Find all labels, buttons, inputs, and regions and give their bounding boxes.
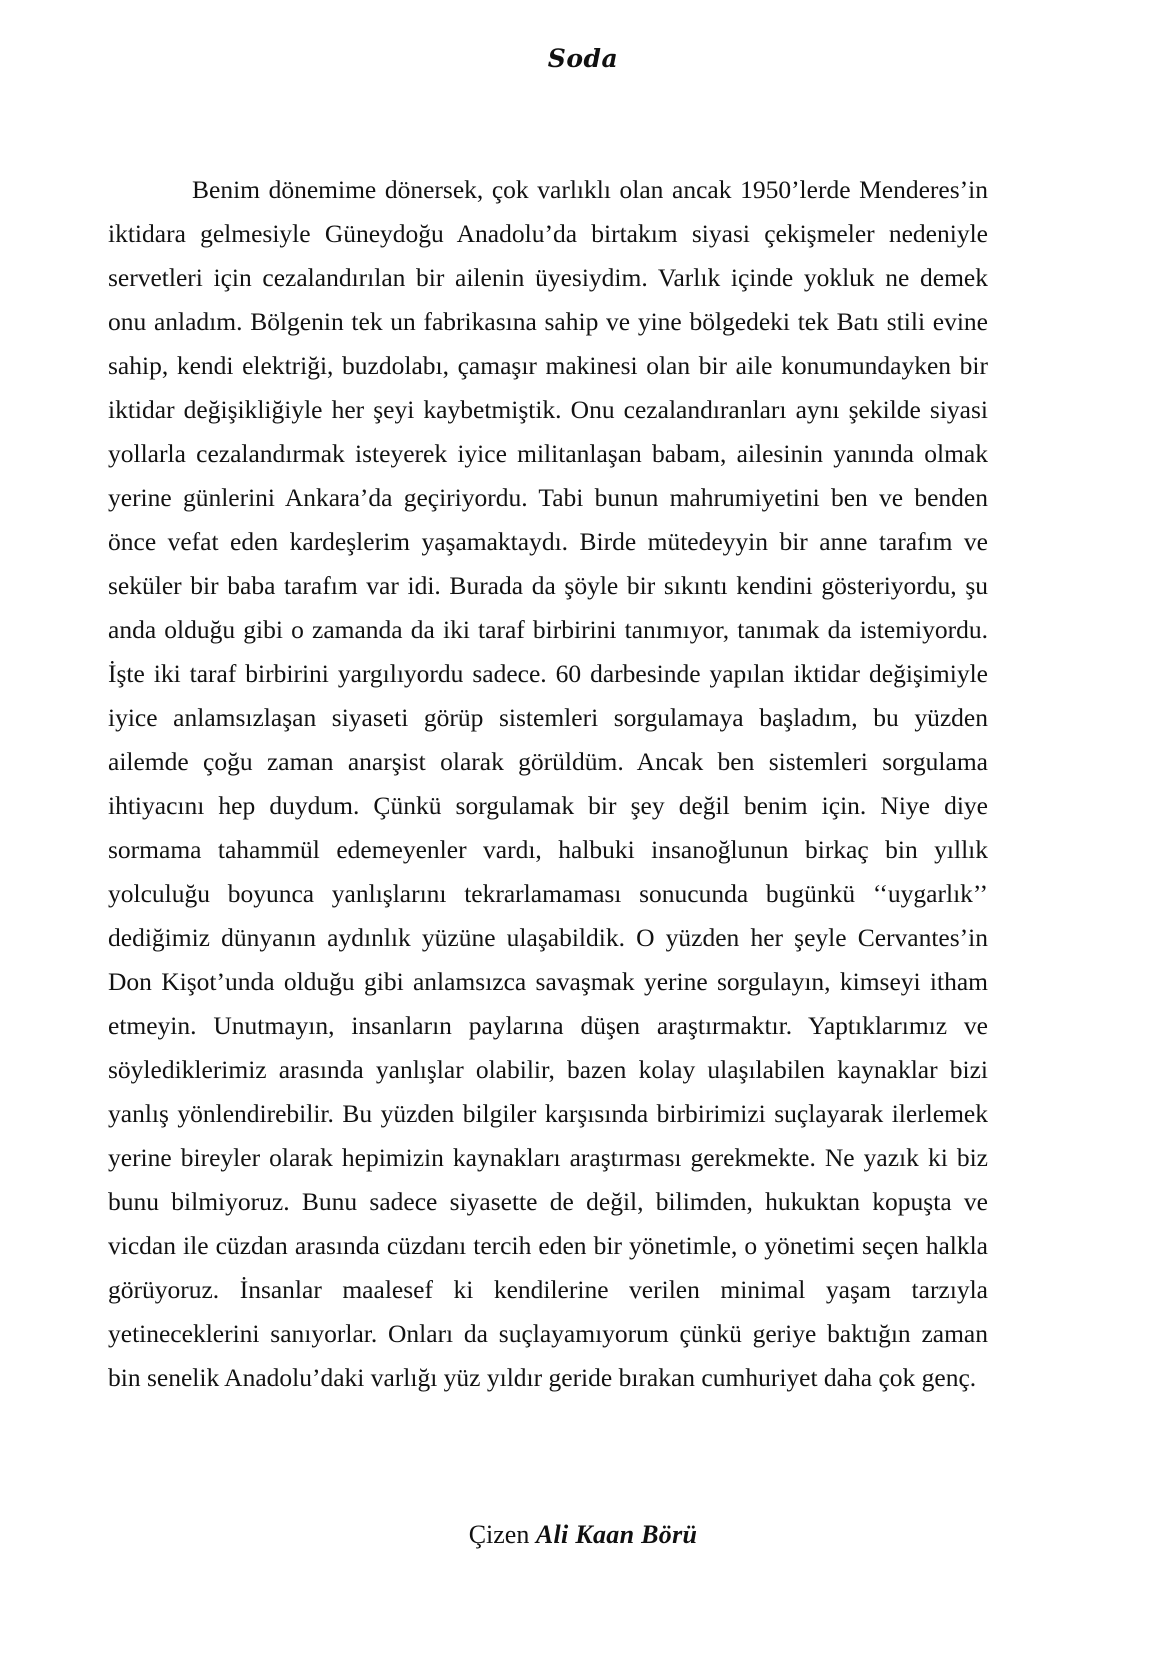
page-footer xyxy=(0,1520,1166,1550)
signer-name: Ali Kaan Börü xyxy=(535,1520,698,1549)
article-body xyxy=(108,168,988,1400)
body-paragraph: Benim dönemime dönersek, çok varlıklı olan ancak 1950’lerde Menderes’in iktidara gelmesiyle Güneydoğu Anadolu’da birtakım siyasi çekişmeler nedeniyle servetleri için cezalandırılan bir ailenin üyesiydim. Varlık içinde yokluk ne demek onu anladım. Bölgenin tek un fabrikasına sahip ve yine bölgedeki tek Batı stili evine sahip, kendi elektriği, buzdolabı, çamaşır makinesi olan bir aile konumundayken bir iktidar değişikliğiyle her şeyi kaybetmiştik. Onu cezalandıranları aynı şekilde siyasi yollarla cezalandırmak isteyerek iyice militanlaşan babam, ailesinin yanında olmak yerine günlerini Ankara’da geçiriyordu. Tabi bunun mahrumiyetini ben ve benden önce vefat eden kardeşlerim yaşamaktaydı. Birde mütedeyyin bir anne tarafım ve seküler bir baba tarafım var idi. Burada da şöyle bir sıkıntı kendini gösteriyordu, şu anda olduğu gibi o zamanda da iki taraf birbirini tanımıyor, tanımak da istemiyordu. İşte iki taraf birbirini yargılıyordu sadece. 60 darbesinde yapılan iktidar değişimiyle iyice anlamsızlaşan siyaseti görüp sistemleri sorgulamaya başladım, bu yüzden ailemde çoğu zaman anarşist olarak görüldüm. Ancak ben sistemleri sorgulama ihtiyacını hep duydum. Çünkü sorgulamak bir şey değil benim için. Niye diye sormama tahammül edemeyenler vardı, halbuki insanoğlunun birkaç bin yıllık yolculuğu boyunca yanlışlarını tekrarlamaması sonucunda bugünkü ‘‘uygarlık’’ dediğimiz dünyanın aydınlık yüzüne ulaşabildik. O yüzden her şeyle Cervantes’in Don Kişot’unda olduğu gibi anlamsızca savaşmak yerine sorgulayın, kimseyi itham etmeyin. Unutmayın, insanların paylarına düşen araştırmaktır. Yaptıklarımız ve söylediklerimiz arasında yanlışlar olabilir, bazen kolay ulaşılabilen kaynaklar bizi yanlış yönlendirebilir. Bu yüzden bilgiler karşısında birbirimizi suçlayarak ilerlemek yerine bireyler olarak hepimizin kaynakları araştırması gerekmekte. Ne yazık ki biz bunu bilmiyoruz. Bunu sadece siyasette de değil, bilimden, hukuktan kopuşta ve vicdan ile cüzdan arasında cüzdanı tercih eden bir yönetimle, o yönetimi seçen halkla görüyoruz. İnsanlar maalesef ki kendilerine verilen minimal yaşam tarzıyla yetineceklerini sanıyorlar. Onları da suçlayamıyorum çünkü geriye baktığın zaman bin senelik Anadolu’daki varlığı yüz yıldır geride bırakan cumhuriyet daha çok genç. xyxy=(108,175,988,1392)
signer-label: Çizen xyxy=(468,1520,530,1549)
page-header xyxy=(0,44,1166,73)
page-title: Soda xyxy=(547,44,619,73)
